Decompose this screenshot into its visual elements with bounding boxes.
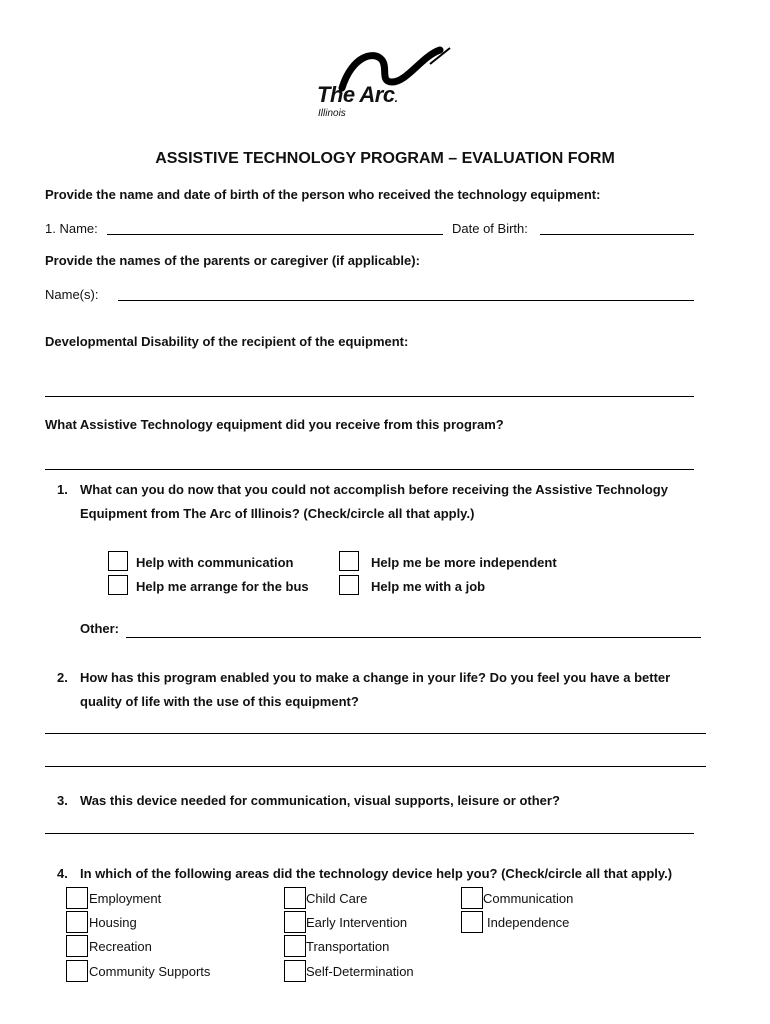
parents-prompt: Provide the names of the parents or caregiver (if applicable): bbox=[45, 253, 420, 268]
equipment-prompt: What Assistive Technology equipment did you receive from this program? bbox=[45, 417, 504, 432]
logo-region: Illinois bbox=[318, 108, 346, 119]
q2-answer-line-2[interactable] bbox=[45, 766, 706, 767]
area-communication: Communication bbox=[483, 891, 574, 906]
checkbox-early-intervention[interactable] bbox=[284, 911, 306, 933]
logo-trademark: . bbox=[394, 91, 398, 105]
option-help-bus: Help me arrange for the bus bbox=[136, 579, 309, 594]
checkbox-help-independent[interactable] bbox=[339, 551, 359, 571]
area-self-determination: Self-Determination bbox=[306, 964, 414, 979]
q1-number: 1. bbox=[57, 482, 68, 497]
area-community-supports: Community Supports bbox=[89, 964, 211, 979]
area-early-intervention: Early Intervention bbox=[306, 915, 408, 930]
dob-field[interactable] bbox=[540, 234, 694, 235]
logo bbox=[312, 46, 462, 122]
q1-line2: Equipment from The Arc of Illinois? (Check/circle all that apply.) bbox=[80, 506, 475, 521]
q1-line1: What can you do now that you could not accomplish before receiving the Assistive Technology bbox=[80, 482, 668, 497]
q1-other-field[interactable] bbox=[126, 637, 701, 638]
area-independence: Independence bbox=[487, 915, 570, 930]
q3-text: Was this device needed for communication, visual supports, leisure or other? bbox=[80, 793, 560, 808]
checkbox-independence[interactable] bbox=[461, 911, 483, 933]
q4-number: 4. bbox=[57, 866, 68, 881]
option-help-communication: Help with communication bbox=[136, 555, 294, 570]
name-label: 1. Name: bbox=[45, 221, 98, 236]
disability-field[interactable] bbox=[45, 396, 694, 397]
checkbox-recreation[interactable] bbox=[66, 935, 88, 957]
checkbox-help-communication[interactable] bbox=[108, 551, 128, 571]
option-help-independent: Help me be more independent bbox=[371, 555, 557, 570]
q2-line1: How has this program enabled you to make a change in your life? Do you feel you have a better bbox=[80, 670, 671, 685]
page-title: ASSISTIVE TECHNOLOGY PROGRAM – EVALUATION FORM bbox=[155, 150, 615, 167]
logo-name: The Arc bbox=[317, 82, 395, 107]
checkbox-child-care[interactable] bbox=[284, 887, 306, 909]
checkbox-help-job[interactable] bbox=[339, 575, 359, 595]
checkbox-help-bus[interactable] bbox=[108, 575, 128, 595]
name-field[interactable] bbox=[107, 234, 443, 235]
checkbox-self-determination[interactable] bbox=[284, 960, 306, 982]
checkbox-employment[interactable] bbox=[66, 887, 88, 909]
area-housing: Housing bbox=[89, 915, 137, 930]
area-recreation: Recreation bbox=[89, 939, 152, 954]
q3-number: 3. bbox=[57, 793, 68, 808]
q2-number: 2. bbox=[57, 670, 68, 685]
area-employment: Employment bbox=[89, 891, 162, 906]
equipment-field[interactable] bbox=[45, 469, 694, 470]
option-help-job: Help me with a job bbox=[371, 579, 486, 594]
area-transportation: Transportation bbox=[306, 939, 390, 954]
q3-answer-line[interactable] bbox=[45, 833, 694, 834]
parents-names-field[interactable] bbox=[118, 300, 694, 301]
checkbox-housing[interactable] bbox=[66, 911, 88, 933]
recipient-prompt: Provide the name and date of birth of the person who received the technology equipment: bbox=[45, 187, 601, 202]
q4-text: In which of the following areas did the technology device help you? (Check/circle all that apply.) bbox=[80, 866, 673, 881]
area-child-care: Child Care bbox=[306, 891, 368, 906]
dob-label: Date of Birth: bbox=[452, 221, 528, 236]
checkbox-transportation[interactable] bbox=[284, 935, 306, 957]
q1-other-label: Other: bbox=[80, 621, 119, 636]
q2-line2: quality of life with the use of this equipment? bbox=[80, 694, 359, 709]
checkbox-community-supports[interactable] bbox=[66, 960, 88, 982]
checkbox-communication[interactable] bbox=[461, 887, 483, 909]
disability-prompt: Developmental Disability of the recipient of the equipment: bbox=[45, 334, 409, 349]
names-label: Name(s): bbox=[45, 287, 99, 302]
q2-answer-line-1[interactable] bbox=[45, 733, 706, 734]
